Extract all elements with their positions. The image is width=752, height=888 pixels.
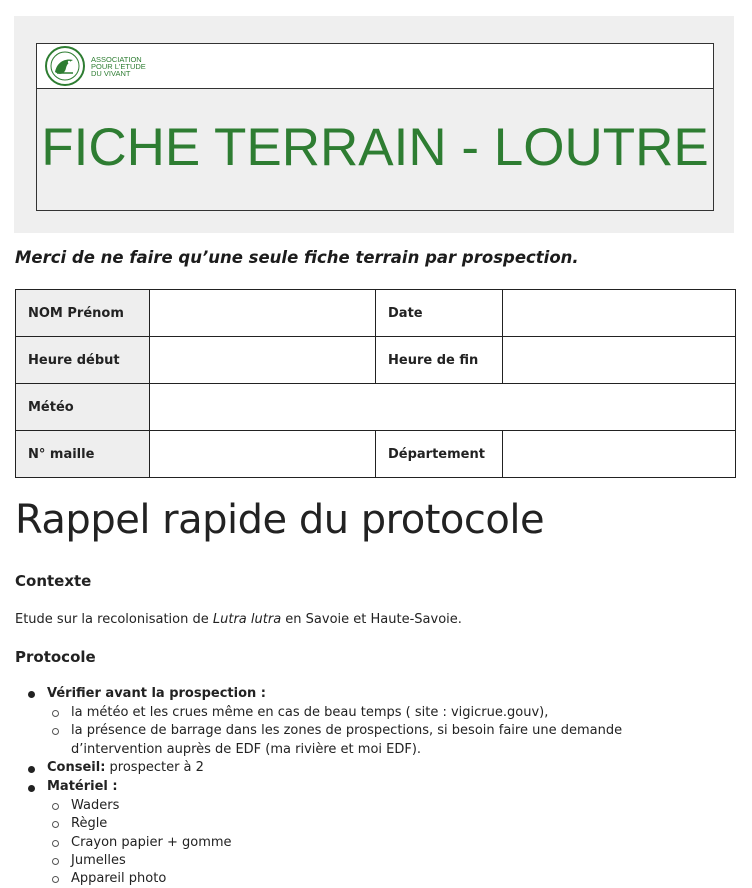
bullet-icon (28, 785, 35, 792)
contexte-suffix: en Savoie et Haute-Savoie. (281, 612, 462, 627)
materiel-label: Matériel : (47, 779, 118, 794)
verifier-label: Vérifier avant la prospection : (47, 686, 266, 701)
input-date[interactable] (503, 290, 736, 337)
page-title: FICHE TERRAIN - LOUTRE (41, 118, 709, 177)
verifier-item-1: la météo et les crues même en cas de beau temps ( site : vigicrue.gouv), (71, 705, 549, 720)
logo-text (91, 56, 171, 77)
circle-bullet-icon (52, 821, 59, 828)
circle-bullet-icon (52, 840, 59, 847)
otter-logo-icon (45, 46, 85, 86)
species-name: Lutra lutra (212, 612, 282, 627)
logo-row (37, 44, 713, 89)
circle-bullet-icon (52, 710, 59, 717)
input-maille[interactable] (150, 431, 376, 478)
logo-line-2: POUR L'ETUDE (91, 62, 146, 71)
materiel-item: Jumelles (71, 853, 126, 868)
logo-line-1: ASSOCIATION (91, 55, 142, 64)
materiel-item: Appareil photo (71, 871, 167, 886)
conseil-label: Conseil: (47, 760, 106, 775)
label-heure-debut: Heure début (16, 337, 150, 384)
verifier-item-2-continued: d’intervention auprès de EDF (ma rivière et moi EDF). (71, 742, 422, 757)
table-row (16, 431, 736, 478)
input-heure-fin[interactable] (503, 337, 736, 384)
verifier-item-2: la présence de barrage dans les zones de prospections, si besoin faire une demande (71, 723, 623, 738)
circle-bullet-icon (52, 728, 59, 735)
label-heure-fin: Heure de fin (376, 337, 503, 384)
protocole-heading: Protocole (15, 648, 96, 666)
input-meteo[interactable] (150, 384, 736, 431)
table-row (16, 290, 736, 337)
bullet-icon (28, 766, 35, 773)
label-maille: N° maille (16, 431, 150, 478)
label-nom-prenom: NOM Prénom (16, 290, 150, 337)
conseil-line (47, 759, 204, 777)
label-date: Date (376, 290, 503, 337)
circle-bullet-icon (52, 803, 59, 810)
protocol-title: Rappel rapide du protocole (15, 497, 545, 543)
header-box (36, 43, 714, 211)
table-row (16, 384, 736, 431)
contexte-heading: Contexte (15, 572, 92, 590)
materiel-item: Règle (71, 816, 108, 831)
input-nom-prenom[interactable] (150, 290, 376, 337)
table-row (16, 337, 736, 384)
materiel-item: Crayon papier + gomme (71, 835, 232, 850)
circle-bullet-icon (52, 858, 59, 865)
contexte-prefix: Etude sur la recolonisation de (15, 612, 213, 627)
input-departement[interactable] (503, 431, 736, 478)
input-heure-debut[interactable] (150, 337, 376, 384)
bullet-icon (28, 691, 35, 698)
notice-text: Merci de ne faire qu’une seule fiche terrain par prospection. (15, 248, 579, 267)
logo-line-3: DU VIVANT (91, 69, 131, 78)
contexte-paragraph (15, 612, 462, 627)
label-meteo: Météo (16, 384, 150, 431)
materiel-item: Waders (71, 798, 120, 813)
label-departement: Département (376, 431, 503, 478)
conseil-text: prospecter à 2 (105, 760, 204, 775)
field-form-table (15, 289, 736, 478)
